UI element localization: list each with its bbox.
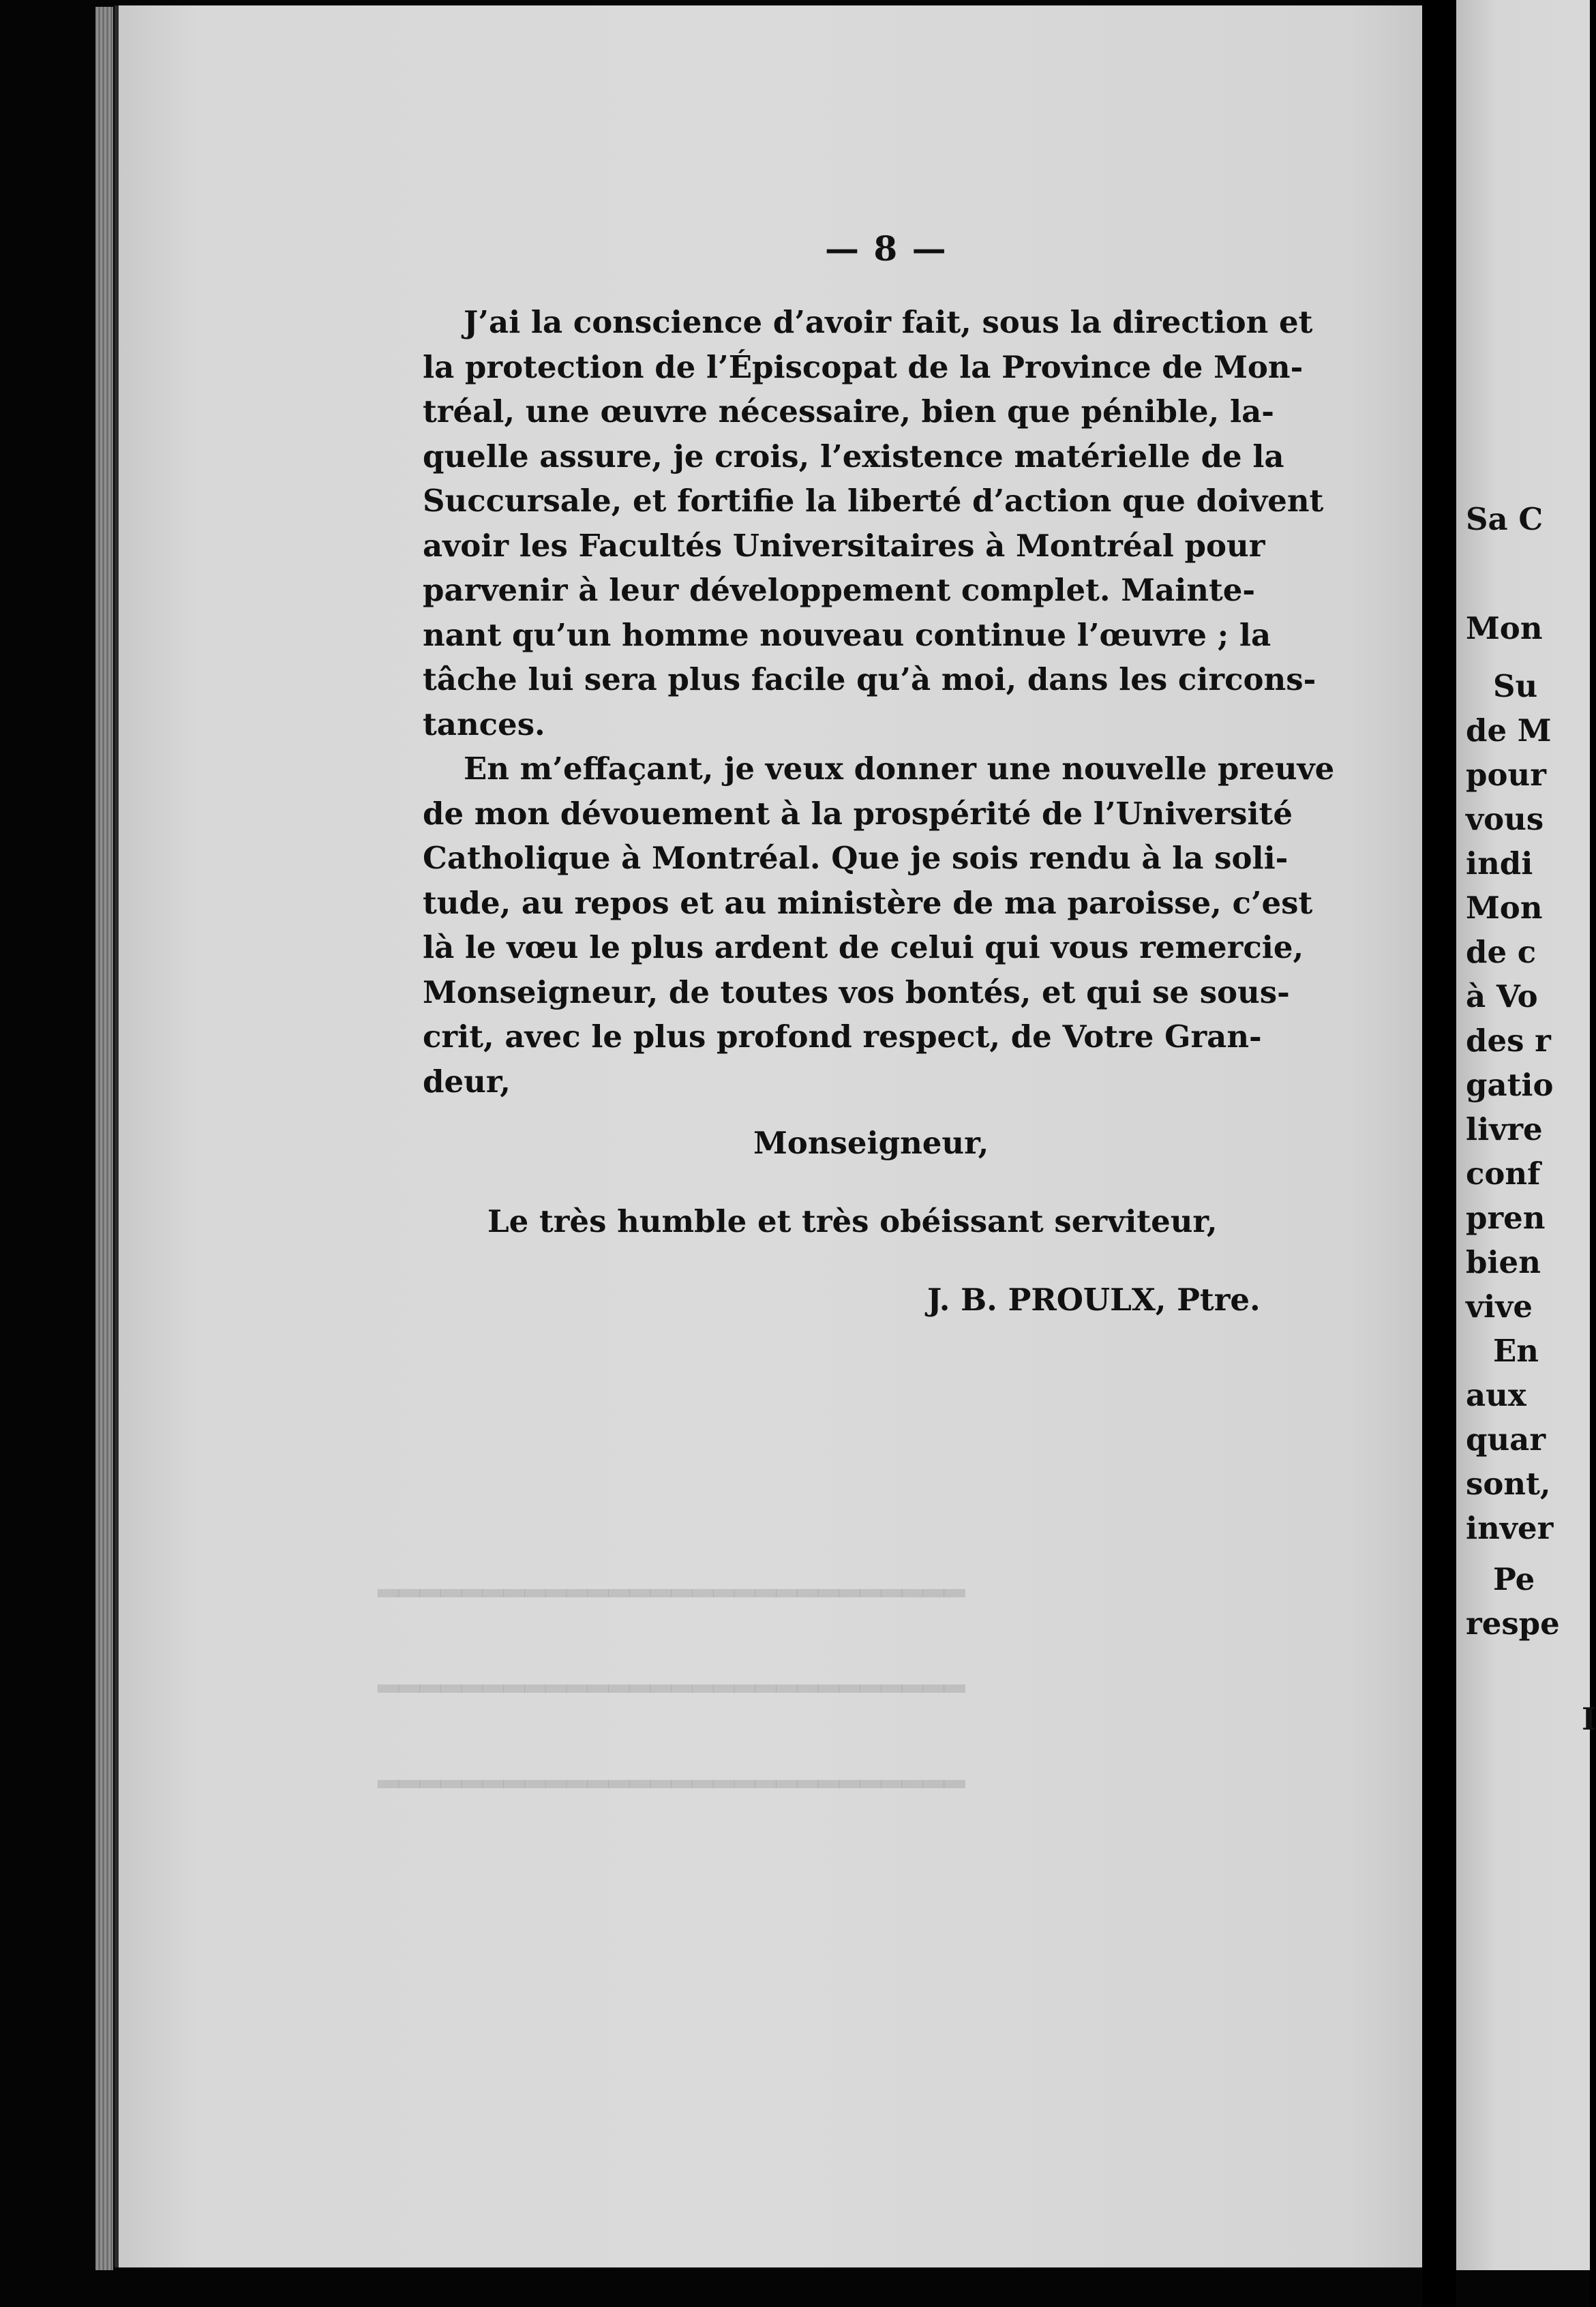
text-line: tances. bbox=[423, 706, 545, 742]
text-line: En m’effaçant, je veux donner une nouvelle preuve bbox=[464, 751, 1335, 787]
facing-page-text: quar bbox=[1466, 1421, 1546, 1458]
closing-salutation: Monseigneur, bbox=[753, 1125, 989, 1161]
facing-page-text: inver bbox=[1466, 1510, 1554, 1546]
facing-page-text: Su bbox=[1493, 668, 1538, 704]
facing-page-text: pren bbox=[1466, 1200, 1546, 1236]
facing-page-text: indi bbox=[1466, 845, 1533, 881]
paragraph-2 bbox=[423, 747, 1335, 1104]
bleed-through-texture: ▂▂▂▂▂▂▂▂▂▂▂▂▂▂▂▂▂▂▂▂▂▂▂▂▂▂▂▂ bbox=[378, 1661, 965, 1693]
text-line bbox=[423, 300, 1323, 345]
text-line-content: J’ai la conscience d’avoir fait, sous la direction et bbox=[464, 304, 1313, 340]
text-line: tâche lui sera plus facile qu’à moi, dans les circons- bbox=[423, 661, 1316, 697]
text-line: de mon dévouement à la prospérité de l’Université bbox=[423, 795, 1293, 832]
facing-page-text: de c bbox=[1466, 934, 1537, 970]
text-line: Succursale, et fortifie la liberté d’action que doivent bbox=[423, 483, 1324, 519]
closing-formula: Le très humble et très obéissant serviteur, bbox=[487, 1203, 1218, 1239]
facing-page-text: bien bbox=[1466, 1244, 1541, 1280]
facing-page-text: Pe bbox=[1493, 1561, 1535, 1597]
facing-page-text: conf bbox=[1466, 1156, 1541, 1192]
text-line: la protection de l’Épiscopat de la Province de Mon- bbox=[423, 348, 1304, 385]
text-line: crit, avec le plus profond respect, de Votre Gran- bbox=[423, 1019, 1262, 1055]
bleed-through-texture: ▂▂▂▂▂▂▂▂▂▂▂▂▂▂▂▂▂▂▂▂▂▂▂▂▂▂▂▂ bbox=[378, 1757, 965, 1788]
facing-page-text: à Vo bbox=[1466, 978, 1538, 1014]
text-line: parvenir à leur développement complet. Mainte- bbox=[423, 572, 1256, 608]
facing-page-text: En bbox=[1493, 1333, 1539, 1369]
text-line: là le vœu le plus ardent de celui qui vous remercie, bbox=[423, 929, 1304, 965]
facing-page-text: aux bbox=[1466, 1377, 1526, 1413]
facing-page-text: respe bbox=[1466, 1605, 1560, 1642]
text-line: quelle assure, je crois, l’existence matérielle de la bbox=[423, 438, 1284, 474]
facing-page-text: vive bbox=[1466, 1288, 1533, 1325]
facing-page-text: sont, bbox=[1466, 1466, 1551, 1502]
facing-page-text: gatio bbox=[1466, 1067, 1554, 1103]
facing-page-text: pour bbox=[1466, 757, 1546, 793]
text-line: tréal, une œuvre nécessaire, bien que pénible, la- bbox=[423, 393, 1274, 429]
page-stack-edge bbox=[95, 7, 113, 2270]
text-line: deur, bbox=[423, 1063, 511, 1100]
bleed-through-texture: ▂▂▂▂▂▂▂▂▂▂▂▂▂▂▂▂▂▂▂▂▂▂▂▂▂▂▂▂ bbox=[378, 1566, 965, 1597]
signature: J. B. PROULX, Ptre. bbox=[927, 1282, 1261, 1318]
facing-page-text: vous bbox=[1466, 801, 1544, 837]
text-line: tude, au repos et au ministère de ma paroisse, c’est bbox=[423, 884, 1313, 921]
text-line: Catholique à Montréal. Que je sois rendu à la soli- bbox=[423, 840, 1289, 876]
facing-page-text: Mon bbox=[1466, 610, 1543, 646]
facing-page-text: des r bbox=[1466, 1023, 1551, 1059]
paragraph-1 bbox=[423, 300, 1323, 747]
facing-page-text: I bbox=[1582, 1701, 1596, 1737]
facing-page-text: livre bbox=[1466, 1111, 1543, 1147]
text-line: Monseigneur, de toutes vos bontés, et qui se sous- bbox=[423, 974, 1290, 1010]
letter-body bbox=[423, 300, 1335, 1104]
text-line: nant qu’un homme nouveau continue l’œuvre ; la bbox=[423, 616, 1271, 653]
page-number: — 8 — bbox=[825, 228, 948, 269]
facing-page-text: Sa C bbox=[1466, 501, 1544, 537]
text-line: avoir les Facultés Universitaires à Montréal pour bbox=[423, 527, 1265, 564]
facing-page-text: Mon bbox=[1466, 890, 1543, 926]
facing-page-text: de M bbox=[1466, 712, 1552, 749]
book-gutter bbox=[1422, 0, 1456, 2307]
